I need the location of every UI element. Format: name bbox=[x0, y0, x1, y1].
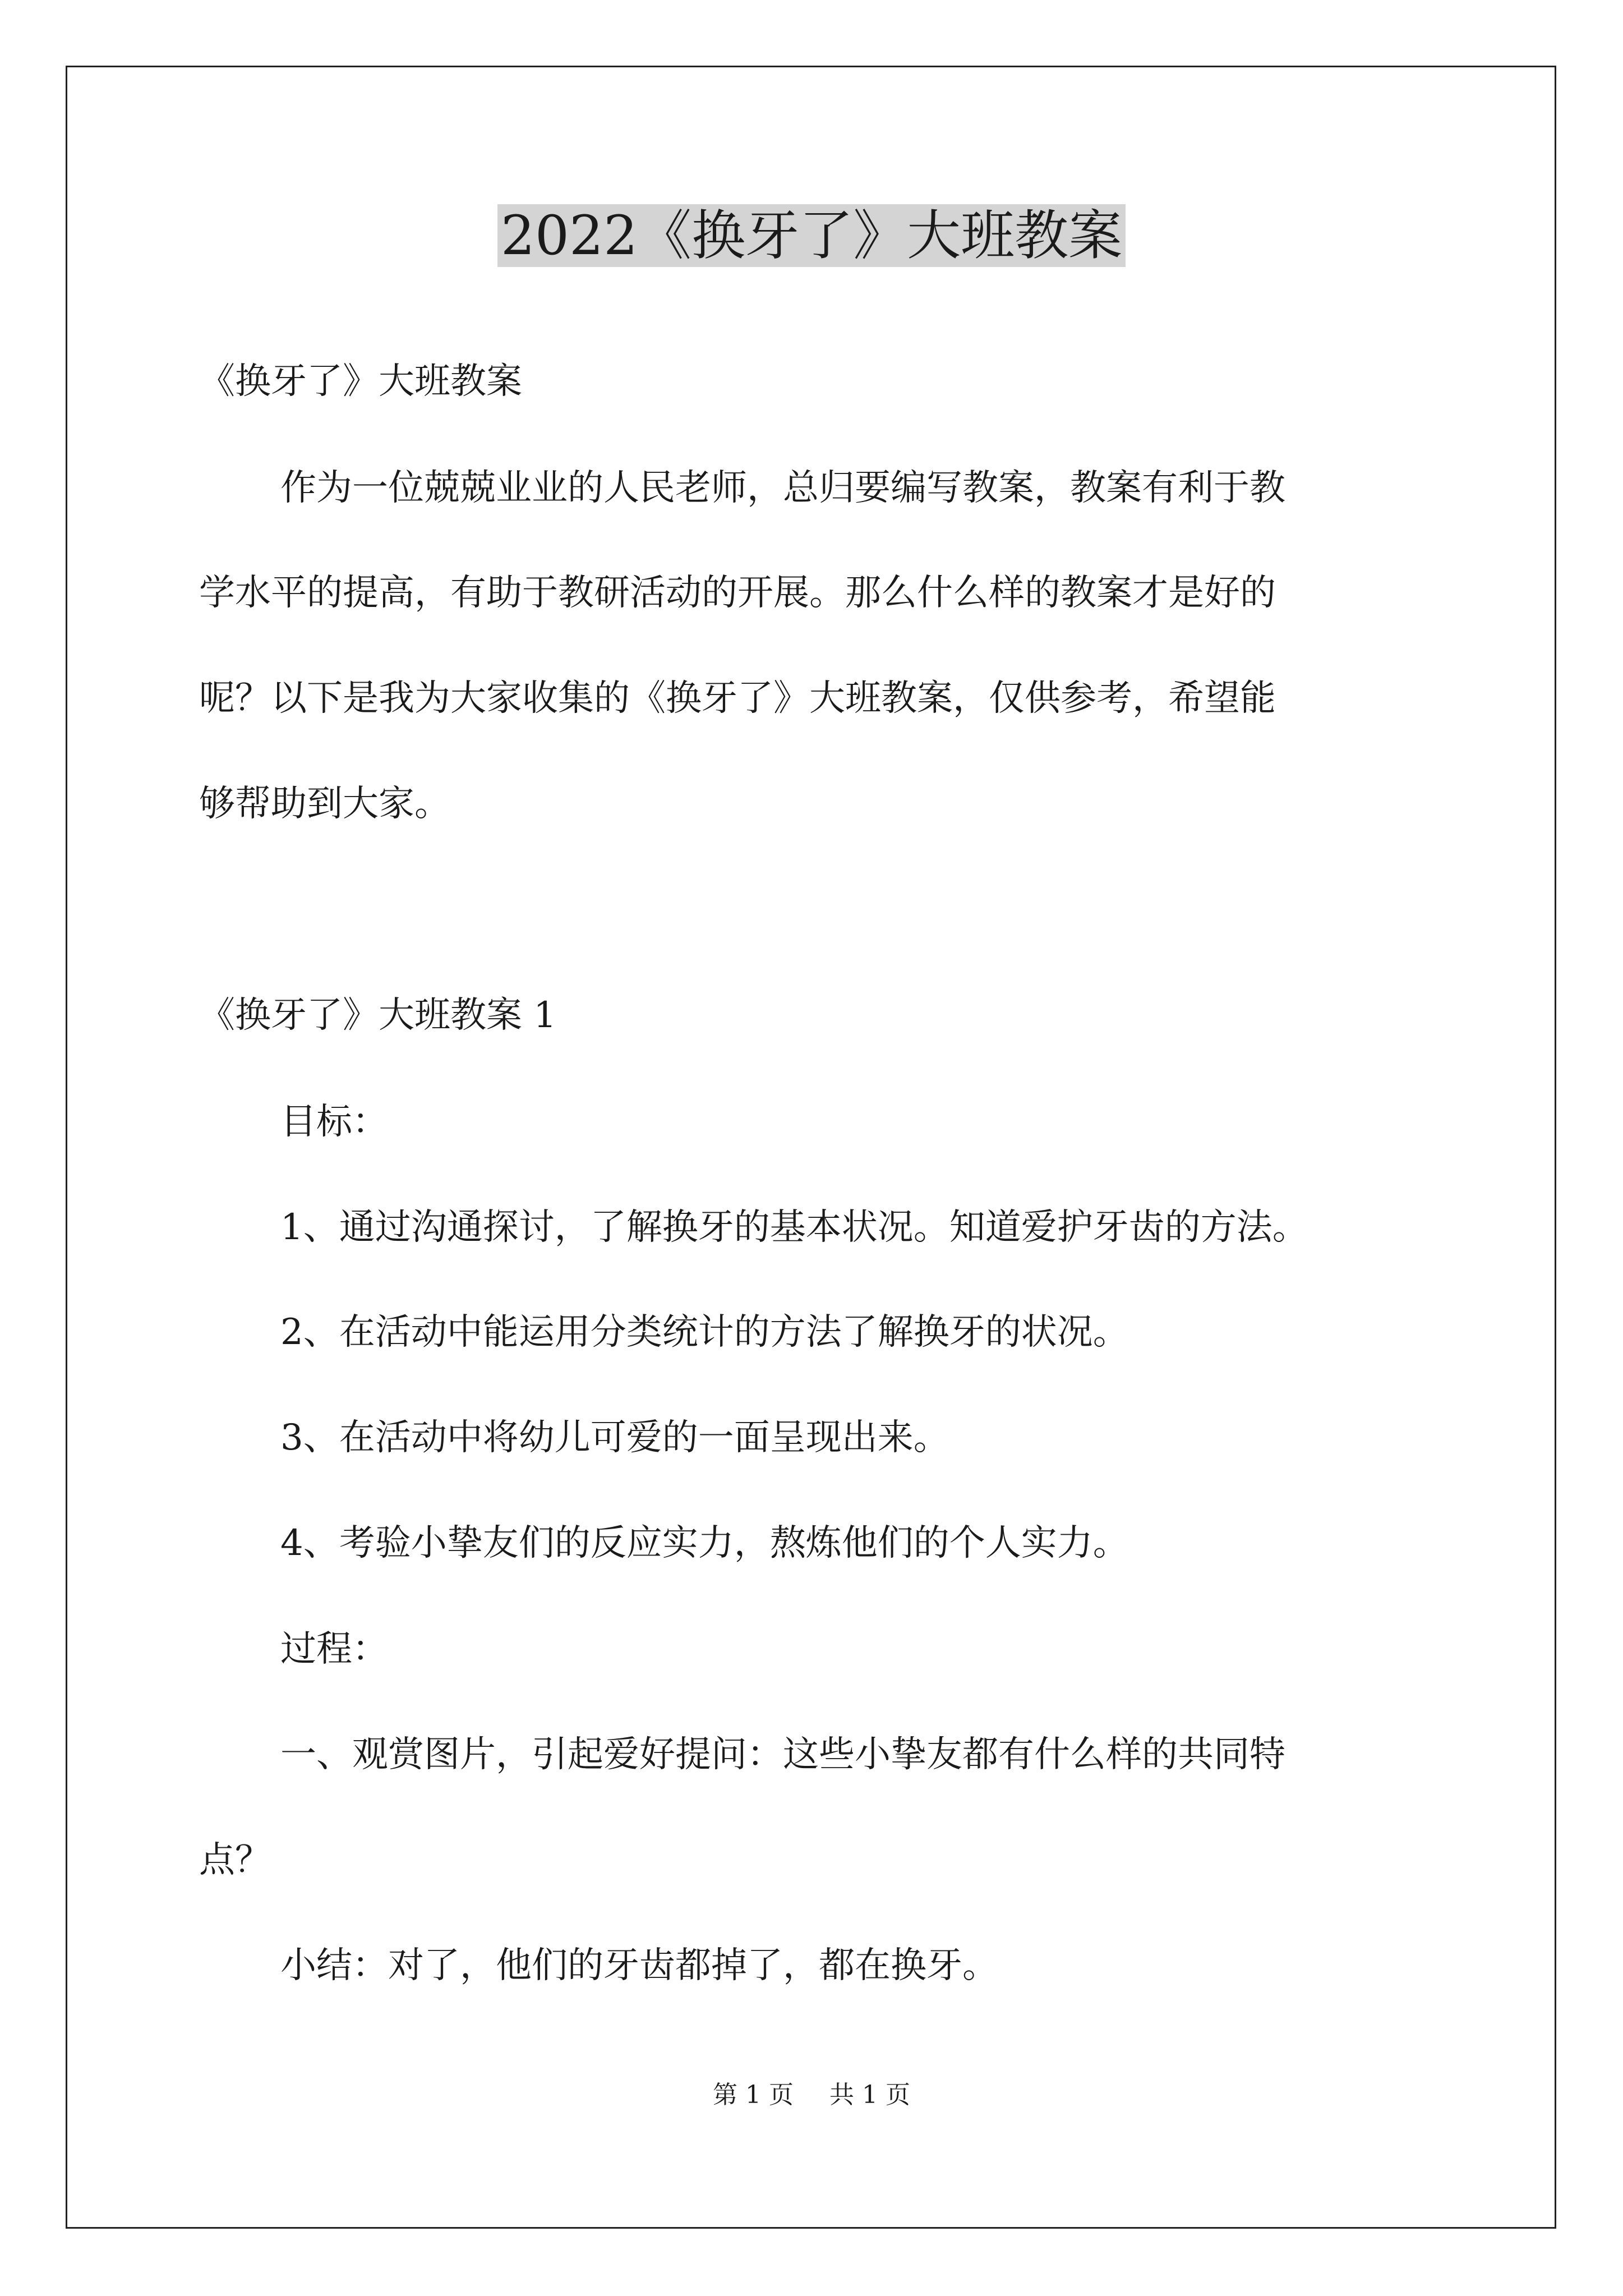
document-subtitle: 《换牙了》大班教案 bbox=[199, 361, 522, 402]
intro-line-1: 作为一位兢兢业业的人民老师，总归要编写教案，教案有利于教 bbox=[280, 467, 1285, 509]
process-line-2: 点？ bbox=[199, 1839, 271, 1881]
page-footer bbox=[0, 2078, 1623, 2112]
goals-label: 目标： bbox=[280, 1101, 388, 1143]
goal-item-3: 3、在活动中将幼儿可爱的一面呈现出来。 bbox=[280, 1417, 949, 1458]
process-label: 过程： bbox=[280, 1628, 388, 1670]
goal-item-1: 1、通过沟通探讨，了解换牙的基本状况。知道爱护牙齿的方法。 bbox=[280, 1207, 1308, 1248]
document-title-text: 2022《换牙了》大班教案 bbox=[497, 204, 1126, 267]
page-number-current: 第 1 页 bbox=[713, 2081, 794, 2109]
intro-line-4: 够帮助到大家。 bbox=[199, 783, 450, 825]
process-line-1: 一、观赏图片，引起爱好提问：这些小挚友都有什么样的共同特 bbox=[280, 1734, 1285, 1775]
intro-line-3: 呢？以下是我为大家收集的《换牙了》大班教案，仅供参考，希望能 bbox=[199, 678, 1276, 719]
goal-item-2: 2、在活动中能运用分类统计的方法了解换牙的状况。 bbox=[280, 1312, 1129, 1353]
process-summary: 小结：对了，他们的牙齿都掉了，都在换牙。 bbox=[280, 1945, 998, 1986]
page-number-total: 共 1 页 bbox=[829, 2081, 910, 2109]
document-title bbox=[0, 196, 1623, 275]
goal-item-4: 4、考验小挚友们的反应实力，熬炼他们的个人实力。 bbox=[280, 1522, 1129, 1564]
intro-line-2: 学水平的提高，有助于教研活动的开展。那么什么样的教案才是好的 bbox=[199, 572, 1276, 614]
section-heading: 《换牙了》大班教案 1 bbox=[199, 995, 557, 1036]
